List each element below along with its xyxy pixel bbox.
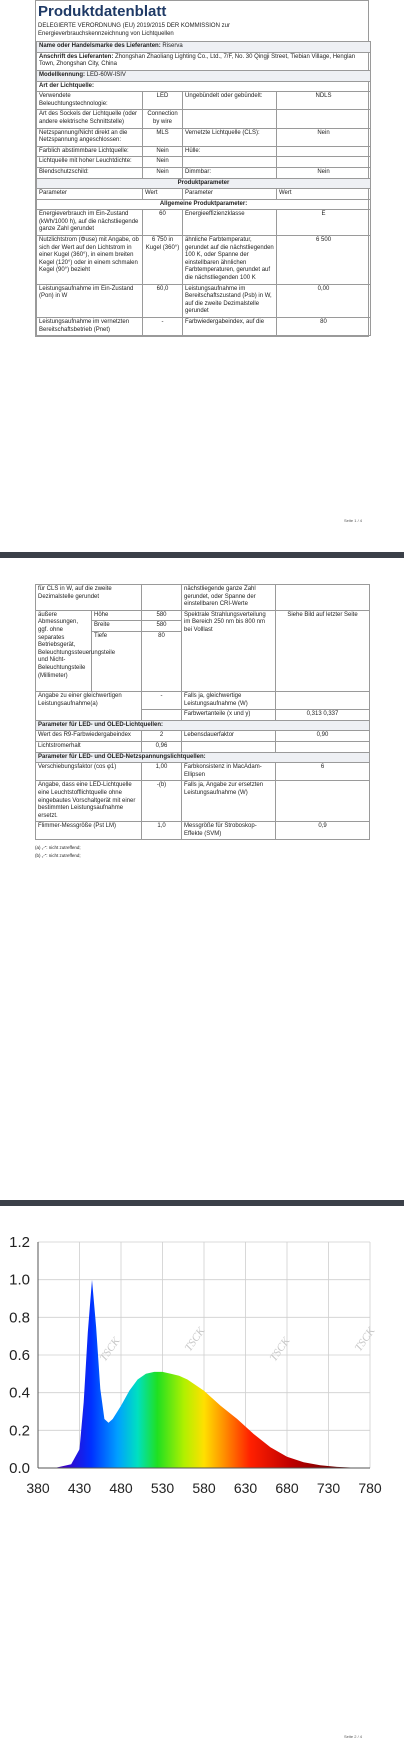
footnotes bbox=[35, 844, 369, 860]
spectral-value: Siehe Bild auf letzter Seite bbox=[276, 610, 370, 691]
y-tick-label: 1.0 bbox=[9, 1272, 30, 1289]
y-tick-label: 0.8 bbox=[9, 1309, 30, 1326]
watermark-text: TSCK bbox=[268, 1335, 293, 1364]
type-row: Netzspannung/Nicht direkt an die Netzspannung angeschlossen: MLS Vernetzte Lichtquelle (CLS): Nein bbox=[37, 128, 371, 146]
datasheet-page-2 bbox=[35, 584, 369, 860]
watermark-text: TSCK bbox=[183, 1325, 208, 1354]
product-params-header: Produktparameter bbox=[37, 178, 371, 189]
y-tick-label: 0.6 bbox=[9, 1347, 30, 1364]
address-label: Anschrift des Lieferanten: bbox=[39, 54, 113, 60]
type-row: Verwendete Beleuchtungstechnologie: LED Ungebündelt oder gebündelt: NDLS bbox=[37, 92, 371, 110]
mains-params-header: Parameter für LED- und OLED-Netzspannungslichtquellen: bbox=[36, 752, 370, 763]
spectrum-chart bbox=[0, 1212, 404, 1500]
general-params-header: Allgemeine Produktparameter: bbox=[37, 199, 371, 210]
regulation-line-2: Energieverbrauchskennzeichnung von Lichtquellen bbox=[38, 31, 366, 39]
spectral-label: Spektrale Strahlungsverteilung im Bereich 250 nm bis 800 nm bei Volllast bbox=[182, 610, 276, 691]
type-row: Lichtquelle mit hoher Leuchtdichte: Nein bbox=[37, 157, 371, 168]
watermark-text: TSCK bbox=[98, 1335, 123, 1364]
footnote-b: (b) „-“: nicht zutreffend; bbox=[35, 852, 369, 860]
y-tick-label: 0.2 bbox=[9, 1422, 30, 1439]
param-row: Leistungsaufnahme im Ein-Zustand (Pon) in W 60,0 Leistungsaufnahme im Bereitschaftszustand (Psb) in W, auf die zweite Dezimalstelle gerundet 0,00 bbox=[37, 284, 371, 317]
x-tick-label: 680 bbox=[275, 1480, 299, 1496]
param-row: Angabe, dass eine LED-Lichtquelle eine Leuchtstofflichtquelle ohne eingebautes Vorschaltgerät mit einer bestimmten Leistungsaufnahme ersetzt. -(b) Falls ja, Angabe zur ersetzten Leistungsaufnahme (W) bbox=[36, 781, 370, 822]
address-value: Zhongshan Zhaoliang Lighting Co., Ltd., 7/F, No. 30 Qingji Street, Tiebian Village, Henglan Town, Zhongshan City, China bbox=[39, 54, 355, 68]
x-tick-label: 780 bbox=[358, 1480, 382, 1496]
param-row: Angabe zu einer gleichwertigen Leistungsaufnahme(a) - Falls ja, gleichwertige Leistungsaufnahme (W) bbox=[36, 691, 370, 709]
y-tick-label: 0.0 bbox=[9, 1460, 30, 1477]
dimensions-row: Tiefe 80 bbox=[36, 631, 370, 691]
watermark-text: TSCK bbox=[353, 1325, 378, 1354]
model-value: LED-60W-ISIV bbox=[87, 72, 126, 78]
page-1-footer: Seite 1 / 4 bbox=[344, 518, 362, 523]
page-2-footer: Seite 2 / 4 bbox=[344, 1734, 362, 1739]
datasheet-page-1 bbox=[35, 0, 369, 337]
dimensions-label: äußere Abmessungen, ggf. ohne separates Betriebsgerät, Beleuchtungssteuerungsteile und Nicht-Beleuchtungsteile (Millimeter) bbox=[36, 610, 92, 691]
param-row: Nutzlichtstrom (Φuse) mit Angabe, ob sich der Wert auf den Lichtstrom in einer Kugel (360°), in einem breiten Kegel (120°) oder in einem schmalen Kegel (90°) bezieht 6 750 in Kugel (360°) ähnliche Farbtemperatur, gerundet auf die nächstliegenden 100 K, oder Spanne der einstellbaren ähnlichen Farbtemperaturen, gerundet auf die nächstliegenden 100 K 6 500 bbox=[37, 236, 371, 285]
dimensions-row: Breite 580 bbox=[36, 621, 370, 632]
param-row: Leistungsaufnahme im vernetzten Bereitschaftsbetrieb (Pnet) - Farbwiedergabeindex, auf die 80 bbox=[37, 318, 371, 336]
watermarks bbox=[98, 1325, 378, 1364]
supplier-value: Riserva bbox=[162, 43, 182, 49]
page-separator bbox=[0, 1200, 404, 1206]
spectrum-chart-page bbox=[0, 1212, 404, 1500]
page-1 bbox=[0, 0, 404, 550]
type-row: Blendschutzschild: Nein Dimmbar: Nein bbox=[37, 167, 371, 178]
column-headers: Parameter Wert Parameter Wert bbox=[37, 189, 371, 200]
regulation-block bbox=[36, 21, 368, 41]
param-row: Wert des R9-Farbwiedergabeindex 2 Lebensdauerfaktor 0,90 bbox=[36, 731, 370, 742]
type-row: Art des Sockels der Lichtquelle (oder andere elektrische Schnittstelle) Connection by wire bbox=[37, 110, 371, 128]
doc-title: Produktdatenblatt bbox=[36, 1, 368, 21]
y-tick-label: 0.4 bbox=[9, 1385, 30, 1402]
param-row: Flimmer-Messgröße (Pst LM) 1,0 Messgröße für Stroboskop-Effekte (SVM) 0,9 bbox=[36, 822, 370, 840]
supplier-table bbox=[36, 41, 371, 336]
param-row: Lichtstromerhalt 0,96 bbox=[36, 741, 370, 752]
type-row: Farblich abstimmbare Lichtquelle: Nein Hülle: bbox=[37, 146, 371, 157]
param-row: Farbwertanteile (x und y) 0,313 0,337 bbox=[36, 710, 370, 721]
regulation-line-1: DELEGIERTE VERORDNUNG (EU) 2019/2015 DER KOMMISSION zur bbox=[38, 23, 366, 31]
param-row: Energieverbrauch im Ein-Zustand (kWh/1000 h), auf die nächstliegende ganze Zahl gerundet 60 Energieeffizienzklasse E bbox=[37, 210, 371, 236]
x-tick-label: 380 bbox=[26, 1480, 50, 1496]
dimensions-row: äußere Abmessungen, ggf. ohne separates Betriebsgerät, Beleuchtungssteuerungsteile und Nicht-Beleuchtungsteile (Millimeter) Höhe 580 Spektrale Strahlungsverteilung im Bereich 250 nm bis 800 nm bei Volllast Siehe Bild auf letzter Seite bbox=[36, 610, 370, 621]
model-label: Modellkennung: bbox=[39, 72, 85, 78]
x-tick-label: 580 bbox=[192, 1480, 216, 1496]
y-tick-label: 1.2 bbox=[9, 1234, 30, 1251]
params-table-continued bbox=[35, 584, 370, 840]
param-row: für CLS in W, auf die zweite Dezimalstelle gerundet nächstliegende ganze Zahl gerundet, oder Spanne der einstellbaren CRI-Werte bbox=[36, 585, 370, 611]
x-tick-label: 480 bbox=[109, 1480, 133, 1496]
param-row: Verschiebungsfaktor (cos φ1) 1,00 Farbkonsistenz in MacAdam-Ellipsen 6 bbox=[36, 763, 370, 781]
x-tick-label: 430 bbox=[68, 1480, 92, 1496]
type-header: Art der Lichtquelle: bbox=[37, 81, 371, 92]
supplier-label: Name oder Handelsmarke des Lieferanten: bbox=[39, 43, 161, 49]
x-tick-label: 630 bbox=[234, 1480, 258, 1496]
led-params-header: Parameter für LED- und OLED-Lichtquellen: bbox=[36, 720, 370, 731]
page-separator bbox=[0, 552, 404, 558]
footnote-a: (a) „-“: nicht zutreffend; bbox=[35, 844, 369, 852]
x-tick-label: 530 bbox=[151, 1480, 175, 1496]
x-tick-label: 730 bbox=[317, 1480, 341, 1496]
page-2 bbox=[0, 562, 404, 1762]
